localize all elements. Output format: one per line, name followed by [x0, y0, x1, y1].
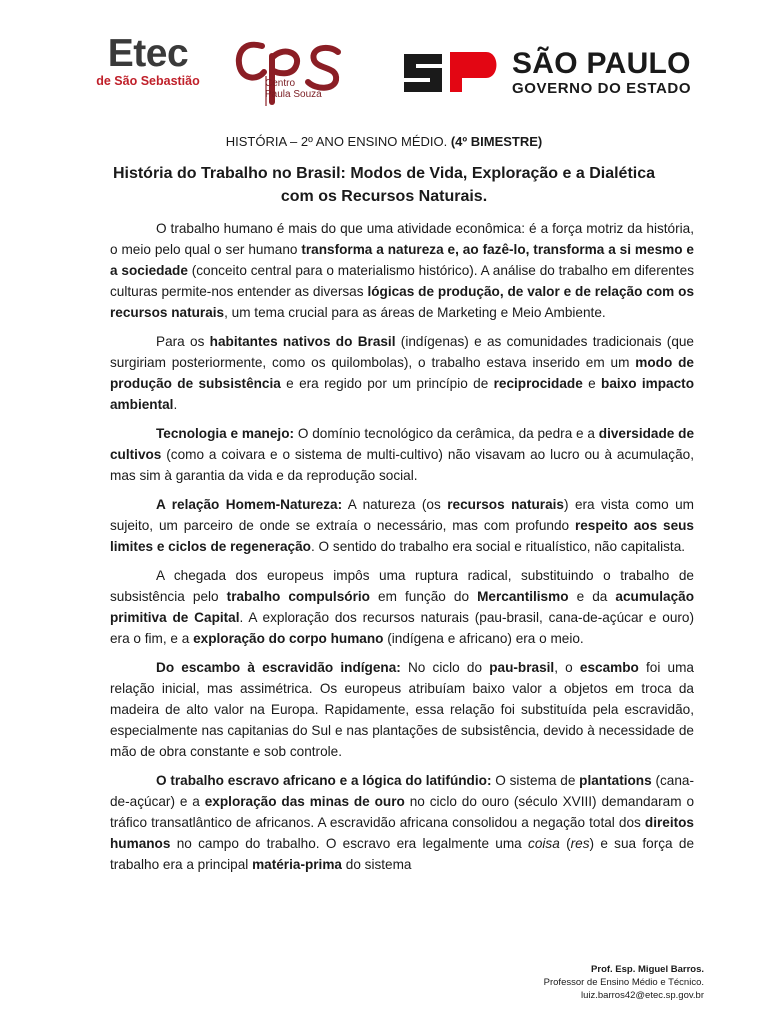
emphasis-text: trabalho compulsório: [226, 589, 370, 604]
paragraph-text: O domínio tecnológico da cerâmica, da pedra e a: [294, 426, 599, 441]
emphasis-text: exploração das minas de ouro: [204, 794, 405, 809]
cps-logo-line2: Paula Souza: [265, 89, 322, 100]
paragraph-text: .: [173, 397, 178, 412]
paragraph-text: . O sentido do trabalho era social e ritualístico, não capitalista.: [311, 539, 686, 554]
emphasis-text: reciprocidade: [493, 376, 583, 391]
paragraph-text: A natureza (os: [342, 497, 448, 512]
header-logos: [0, 30, 768, 110]
author-role: Professor de Ensino Médio e Técnico.: [543, 977, 704, 988]
paragraph-text: e era regido por um princípio de: [280, 376, 494, 391]
body-paragraph: [110, 423, 694, 486]
body-paragraph: [110, 565, 694, 649]
author-email: luiz.barros42@etec.sp.gov.br: [581, 990, 704, 1001]
paragraph-text: do sistema: [341, 857, 412, 872]
paragraph-text: . A exploração dos recursos naturais (pau-brasil, cana-de-açúcar e ouro) era o fim, e a: [110, 610, 694, 646]
emphasis-text: diversidade de cultivos: [110, 426, 694, 462]
italic-text: coisa: [528, 836, 560, 851]
emphasis-text: acumulação primitiva de Capital: [110, 589, 694, 625]
paragraph-text: e da: [568, 589, 616, 604]
paragraph-text: (como a coivara e o sistema de multi-cultivo) não visavam ao lucro ou à acumulação, mas sim à garantia da vida e da reprodução social.: [110, 447, 694, 483]
emphasis-text: baixo impacto ambiental: [110, 376, 694, 412]
author-footer: [544, 963, 704, 1002]
emphasis-text: direitos humanos: [110, 815, 694, 851]
author-name: Prof. Esp. Miguel Barros.: [591, 964, 704, 975]
paragraph-text: Para os: [156, 334, 210, 349]
document-title: História do Trabalho no Brasil: Modos de Vida, Exploração e a Dialética com os Recursos Naturais.: [112, 165, 656, 205]
paragraph-text: , um tema crucial para as áreas de Marketing e Meio Ambiente.: [224, 305, 606, 320]
paragraph-text: ) era vista como um sujeito, um parceiro de onde se extraía o necessário, mas com profundo: [110, 497, 694, 533]
body-paragraph: [110, 770, 694, 875]
subject-text: HISTÓRIA – 2º ANO ENSINO MÉDIO.: [225, 134, 451, 149]
paragraph-text: no campo do trabalho. O escravo era legalmente uma: [170, 836, 529, 851]
paragraph-text: O sistema de: [491, 773, 580, 788]
cps-logo: [232, 34, 348, 110]
body-paragraph: [110, 494, 694, 557]
emphasis-text: transforma a natureza e, ao fazê-lo, transforma a si mesmo e a sociedade: [110, 242, 694, 278]
sp-emblem-icon: [400, 48, 504, 96]
sp-logo-title: SÃO PAULO: [512, 47, 691, 80]
cps-logo-subtitle: [265, 78, 322, 100]
paragraph-text: (: [559, 836, 571, 851]
emphasis-text: habitantes nativos do Brasil: [209, 334, 396, 349]
italic-text: res: [570, 836, 590, 851]
paragraph-text: O trabalho humano é mais do que uma atividade econômica: é a força motriz da história, o meio pelo qual o ser humano: [110, 221, 694, 257]
sao-paulo-logo: [400, 48, 700, 98]
body-paragraph: [110, 657, 694, 762]
paragraph-text: (indígenas) e as comunidades tradicionais (que surgiriam posteriormente, como os quilombolas), o trabalho estava inserido em um: [110, 334, 694, 370]
paragraph-text: ) e sua força de trabalho era a principal: [110, 836, 695, 872]
emphasis-text: exploração do corpo humano: [193, 631, 384, 646]
body-paragraph: [110, 218, 694, 323]
paragraph-text: (indígena e africano) era o meio.: [383, 631, 584, 646]
subject-term: (4º BIMESTRE): [450, 134, 543, 149]
subject-line: [0, 134, 768, 149]
emphasis-text: Mercantilismo: [477, 589, 569, 604]
emphasis-text: pau-brasil: [489, 660, 555, 675]
cps-logo-line1: Centro: [265, 78, 296, 89]
document-body: [110, 218, 694, 883]
paragraph-text: (conceito central para o materialismo histórico). A análise do trabalho em diferentes culturas permite-nos entender as diversas: [110, 263, 695, 299]
emphasis-text: respeito aos seus limites e ciclos de regeneração: [110, 518, 694, 554]
paragraph-text: foi uma relação inicial, mas assimétrica. Os europeus atribuíam baixo valor a objetos em troca da madeira de alto valor na Europa. Rapidamente, essa relação foi substituída pela escravidão, especialmente nas capitanias do Sul e nas plantações de subsistência, devido à necessidade de mão de obra constante e sob controle.: [110, 660, 694, 759]
paragraph-text: , o: [554, 660, 580, 675]
body-paragraph: [110, 331, 694, 415]
emphasis-text: modo de produção de subsistência: [110, 355, 694, 391]
paragraph-text: A chegada dos europeus impôs uma ruptura radical, substituindo o trabalho de subsistência pelo: [110, 568, 694, 604]
emphasis-text: plantations: [579, 773, 652, 788]
emphasis-text: escambo: [579, 660, 639, 675]
etec-logo-title: Etec: [107, 32, 189, 75]
paragraph-text: (cana-de-açúcar) e a: [110, 773, 695, 809]
etec-logo-subtitle: de São Sebastião: [96, 74, 200, 88]
emphasis-text: recursos naturais: [447, 497, 564, 512]
paragraph-text: e: [582, 376, 602, 391]
etec-logo: [88, 34, 208, 88]
emphasis-text: matéria-prima: [252, 857, 342, 872]
emphasis-text: O trabalho escravo africano e a lógica do latifúndio:: [156, 773, 492, 788]
paragraph-text: No ciclo do: [400, 660, 490, 675]
sp-logo-subtitle: GOVERNO DO ESTADO: [512, 80, 692, 97]
paragraph-text: em função do: [369, 589, 478, 604]
emphasis-text: Do escambo à escravidão indígena:: [156, 660, 401, 675]
paragraph-text: no ciclo do ouro (século XVIII) demandaram o tráfico transatlântico de africanos. A escravidão africana consolidou a negação total dos: [110, 794, 695, 830]
emphasis-text: lógicas de produção, de valor e de relação com os recursos naturais: [110, 284, 694, 320]
emphasis-text: Tecnologia e manejo:: [156, 426, 295, 441]
emphasis-text: A relação Homem-Natureza:: [156, 497, 343, 512]
